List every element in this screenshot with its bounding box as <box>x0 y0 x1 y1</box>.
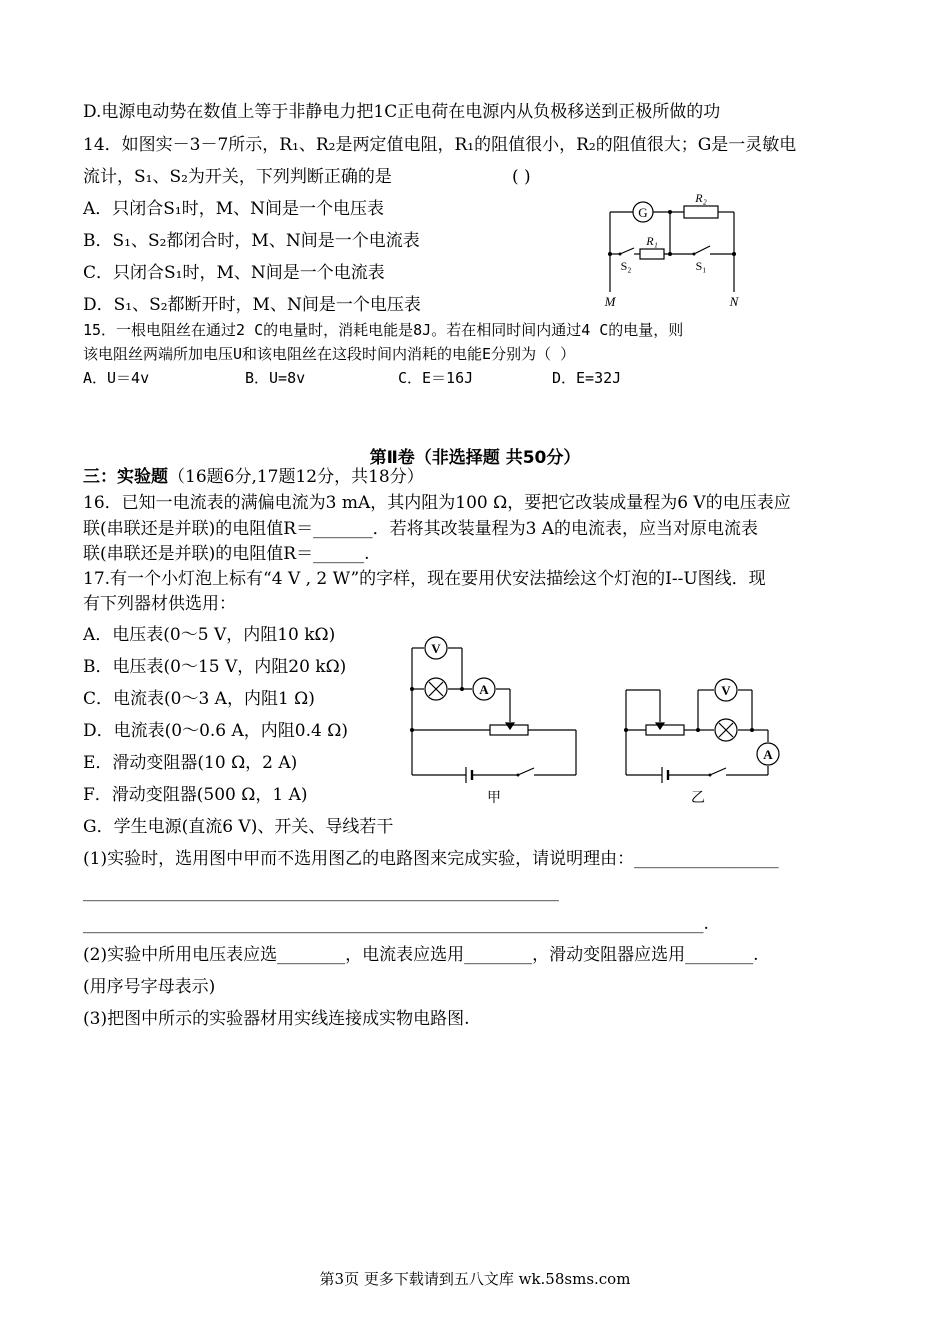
q14-stem-line2: 流计，S₁、S₂为开关，下列判断正确的是 <box>83 167 392 187</box>
q14-answer-blank: ( ) <box>512 167 531 187</box>
section-title: 第Ⅱ卷（非选择题 共50分） <box>369 448 581 468</box>
q14-option-d: D．S₁、S₂都断开时，M、N间是一个电压表 <box>83 295 421 315</box>
q17-item-c: C．电流表(0～3 A，内阻1 Ω) <box>83 689 315 709</box>
q16-line3: 联(串联还是并联)的电阻值R＝______. <box>83 544 370 564</box>
q14-label-n: N <box>729 294 739 309</box>
jia-ammeter-label: A <box>479 682 489 697</box>
q17-item-f: F．滑动变阻器(500 Ω，1 A) <box>83 785 308 805</box>
figure-yi-caption: 乙 <box>691 791 705 806</box>
q17-line2: 有下列器材供选用： <box>83 594 236 614</box>
q17-sub1-line2: ________________________________________________________ <box>83 882 559 902</box>
q14-option-c: C．只闭合S₁时，M、N间是一个电流表 <box>83 263 385 283</box>
q14-label-s1: S₁ <box>695 259 707 273</box>
q14-option-a: A．只闭合S₁时，M、N间是一个电压表 <box>83 199 385 219</box>
q17-sub2-line2: (用序号字母表示) <box>83 977 216 997</box>
q14-circuit-diagram <box>598 188 748 312</box>
figure-jia-caption: 甲 <box>487 791 501 806</box>
section-heading <box>83 466 424 488</box>
q16-line2: 联(串联还是并联)的电阻值R＝_______．若将其改装量程为3 A的电流表，应当对原电流表 <box>83 519 759 539</box>
q14-option-b: B．S₁、S₂都闭合时，M、N间是一个电流表 <box>83 231 420 251</box>
q13-option-d: D.电源电动势在数值上等于非静电力把1C正电荷在电源内从负极移送到正极所做的功 <box>83 102 721 122</box>
q14-label-m: M <box>604 294 616 309</box>
q17-sub1-line3: _________________________________________________________________________. <box>83 914 709 934</box>
page-footer: 第3页 更多下载请到五八文库 wk.58sms.com <box>319 1270 631 1288</box>
yi-voltmeter-label: V <box>721 683 731 698</box>
q17-sub3: (3)把图中所示的实验器材用实线连接成实物电路图. <box>83 1009 470 1029</box>
q15-line1: 15．一根电阻丝在通过2 C的电量时，消耗电能是8J。若在相同时间内通过4 C的电量，则 <box>83 321 684 339</box>
q14-label-r1: R₁ <box>646 234 658 248</box>
q17-line1: 17.有一个小灯泡上标有“4 V , 2 W”的字样，现在要用伏安法描绘这个灯泡的I--U图线．现 <box>83 569 766 589</box>
q15-line2: 该电阻丝两端所加电压U和该电阻丝在这段时间内消耗的电能E分别为（ ） <box>83 345 576 363</box>
q17-item-g: G．学生电源(直流6 V)、开关、导线若干 <box>83 817 394 837</box>
jia-voltmeter-label: V <box>431 641 441 656</box>
q17-item-e: E．滑动变阻器(10 Ω，2 A) <box>83 753 298 773</box>
q14-stem-line1: 14．如图实－3－7所示，R₁、R₂是两定值电阻，R₁的阻值很小，R₂的阻值很大；G是一灵敏电 <box>83 135 797 155</box>
q15-option-b: B．U=8v <box>245 369 306 387</box>
q17-item-d: D．电流表(0～0.6 A，内阻0.4 Ω) <box>83 721 348 741</box>
q17-sub1-line1: (1)实验时，选用图中甲而不选用图乙的电路图来完成实验，请说明理由：_________________ <box>83 849 779 869</box>
q17-item-b: B．电压表(0～15 V，内阻20 kΩ) <box>83 657 347 677</box>
section-heading-bold: 三：实验题 <box>83 467 168 487</box>
q16-line1: 16．已知一电流表的满偏电流为3 mA，其内阻为100 Ω，要把它改装成量程为6 V的电压表应 <box>83 493 791 513</box>
q14-label-g: G <box>638 205 648 220</box>
section-heading-rest: （16题6分,17题12分，共18分） <box>168 467 424 487</box>
q17-circuit-diagrams <box>400 630 800 810</box>
q17-sub2-line1: (2)实验中所用电压表应选________，电流表应选用________，滑动变阻器应选用________. <box>83 945 759 965</box>
q15-option-c: C．E＝16J <box>398 369 474 387</box>
q14-label-r2: R₂ <box>695 191 707 205</box>
q17-item-a: A．电压表(0～5 V，内阻10 kΩ) <box>83 625 336 645</box>
yi-ammeter-label: A <box>763 747 773 762</box>
q15-option-d: D．E=32J <box>552 369 622 387</box>
q14-label-s2: S₂ <box>620 259 632 273</box>
q15-option-a: A．U＝4v <box>83 369 150 387</box>
